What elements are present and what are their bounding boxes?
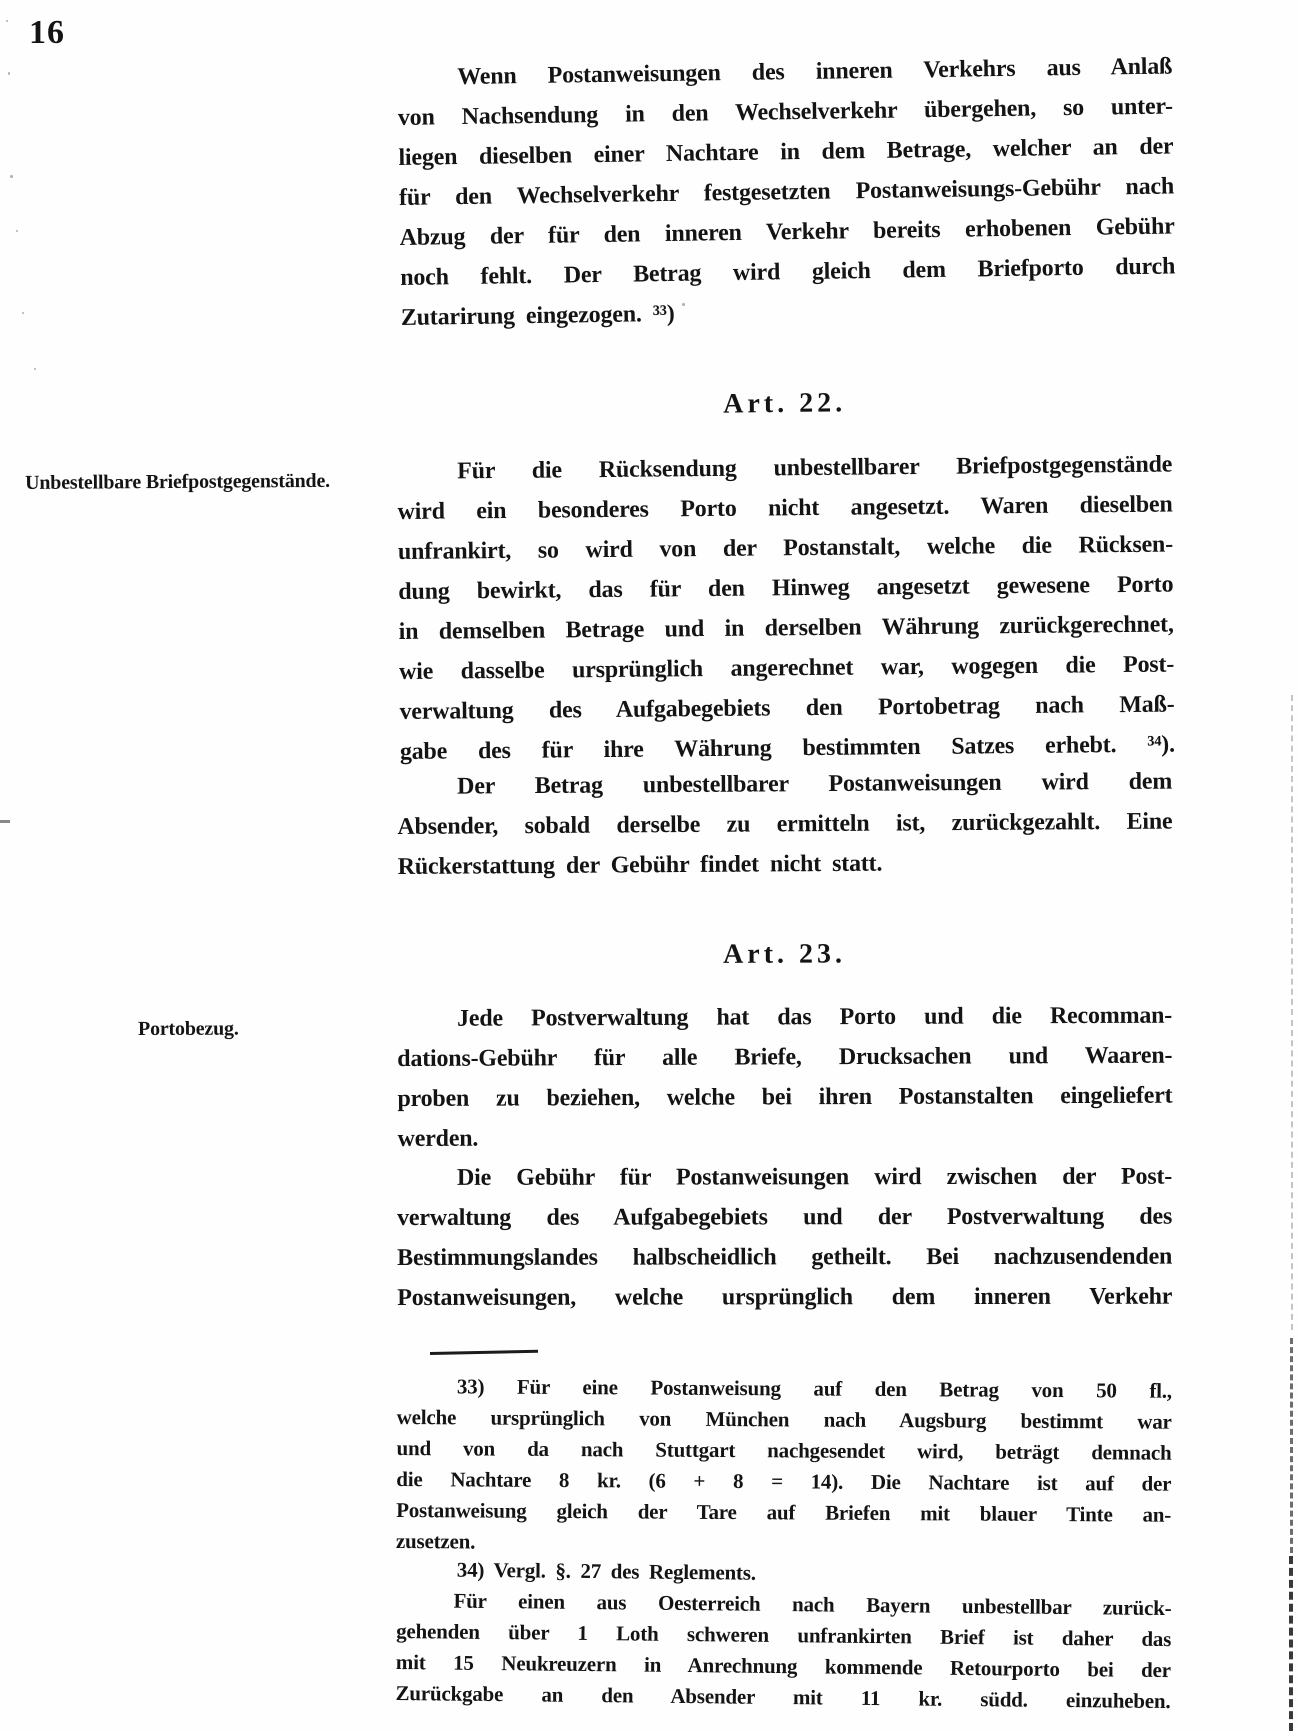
article-22-paragraph-2: [397, 762, 1173, 887]
scan-speck: [682, 303, 685, 306]
text-line: in demselben Betrage und in derselben Währung zurückgerechnet,: [398, 611, 1174, 645]
text-line: Postanweisung gleich der Tare auf Briefen mit blauer Tinte an-: [396, 1497, 1172, 1527]
text-line: Jede Postverwaltung hat das Porto und die Recomman-: [457, 1002, 1173, 1032]
text-line: liegen dieselben einer Nachtare in dem Betrage, welcher an der: [398, 133, 1174, 171]
margin-note-unbestellbare: Unbestellbare Briefpostgegenstände.: [25, 469, 330, 494]
text-line: für den Wechselverkehr festgesetzten Postanweisungs-Gebühr nach: [398, 173, 1175, 211]
scan-speck: [10, 175, 13, 178]
text-line: zusetzen.: [395, 1528, 476, 1554]
text-line: mit 15 Neukreuzern in Anrechnung kommende Retourporto bei der: [395, 1649, 1171, 1683]
article-22-paragraph-1: [397, 445, 1175, 772]
text-line: werden.: [397, 1125, 479, 1152]
text-line: Postanweisungen, welche ursprünglich dem inneren Verkehr: [397, 1283, 1173, 1311]
footnote-33: [396, 1371, 1172, 1562]
article-22-heading: Art. 22.: [722, 387, 847, 420]
text-line: Für die Rücksendung unbestellbarer Briefpostgegenstände: [457, 451, 1173, 485]
text-line: Abzug der für den inneren Verkehr bereits erhobenen Gebühr: [399, 213, 1175, 251]
page-number: 16: [29, 14, 65, 51]
scan-speck: [22, 312, 24, 314]
scan-edge-line: [1291, 1020, 1293, 1330]
text-line: die Nachtare 8 kr. (6 + 8 = 14). Die Nachtare ist auf der: [396, 1466, 1172, 1496]
text-line: welche ursprünglich von München nach Augsburg bestimmt war: [396, 1404, 1172, 1434]
text-line: Der Betrag unbestellbarer Postanweisungen wird dem: [457, 768, 1173, 800]
text-line: Zutarirung eingezogen. ³³): [400, 300, 675, 331]
article-23-paragraph-1: [397, 996, 1173, 1159]
article-23-heading: Art. 23.: [722, 938, 847, 970]
text-line: 33) Für eine Postanweisung auf den Betrag von 50 fl.,: [456, 1374, 1172, 1403]
scan-speck: [16, 230, 18, 232]
text-line: Absender, sobald derselbe zu ermitteln ist, zurückgezahlt. Eine: [397, 808, 1173, 840]
text-line: verwaltung des Aufgabegebiets den Portobetrag nach Maß-: [399, 691, 1175, 725]
text-line: Bestimmungslandes halbscheidlich getheilt. Bei nachzusendenden: [397, 1243, 1173, 1271]
scan-speck: [34, 368, 36, 370]
text-line: gabe des für ihre Währung bestimmten Satzes erhebt. ³⁴).: [399, 731, 1175, 765]
text-line: proben zu beziehen, welche bei ihren Postanstalten eingeliefert: [397, 1082, 1173, 1112]
text-line: Für einen aus Oesterreich nach Bayern unbestellbar zurück-: [453, 1588, 1172, 1621]
text-line: Rückerstattung der Gebühr findet nicht statt.: [397, 850, 883, 880]
text-line: Die Gebühr für Postanweisungen wird zwischen der Post-: [457, 1163, 1173, 1191]
footnote-separator-rule: [430, 1350, 538, 1355]
text-line: dations-Gebühr für alle Briefe, Drucksachen und Waaren-: [397, 1042, 1173, 1072]
footnote-34: [395, 1554, 1172, 1717]
text-line: Wenn Postanweisungen des inneren Verkehrs aus Anlaß: [457, 53, 1173, 91]
text-line: 34) Vergl. §. 27 des Reglements.: [456, 1557, 756, 1585]
scan-speck: [8, 72, 10, 75]
text-line: wird ein besonderes Porto nicht angesetzt. Waren dieselben: [397, 491, 1173, 525]
scan-edge-line: [1289, 1556, 1293, 1731]
text-line: von Nachsendung in den Wechselverkehr übergehen, so unter-: [397, 93, 1173, 131]
scan-speck: [6, 20, 8, 22]
text-line: unfrankirt, so wird von der Postanstalt, welche die Rücksen-: [397, 531, 1174, 565]
scan-edge-line: [1290, 1338, 1293, 1553]
text-line: Zurückgabe an den Absender mit 11 kr. südd. einzuheben.: [395, 1680, 1171, 1714]
article-23-paragraph-2: [397, 1157, 1172, 1318]
text-line: und von da nach Stuttgart nachgesendet wird, beträgt demnach: [396, 1435, 1172, 1465]
margin-note-portobezug: Portobezug.: [138, 1017, 239, 1040]
text-line: verwaltung des Aufgabegebiets und der Postverwaltung des: [397, 1203, 1173, 1231]
text-line: wie dasselbe ursprünglich angerechnet war, wogegen die Post-: [398, 651, 1175, 685]
text-line: noch fehlt. Der Betrag wird gleich dem Briefporto durch: [400, 253, 1176, 291]
intro-paragraph: [397, 47, 1176, 338]
text-line: gehenden über 1 Loth schweren unfrankirten Brief ist daher das: [396, 1618, 1172, 1652]
scan-edge-line: [1291, 695, 1293, 1015]
scan-mark: [0, 820, 10, 823]
text-line: dung bewirkt, das für den Hinweg angesetzt gewesene Porto: [398, 571, 1174, 605]
